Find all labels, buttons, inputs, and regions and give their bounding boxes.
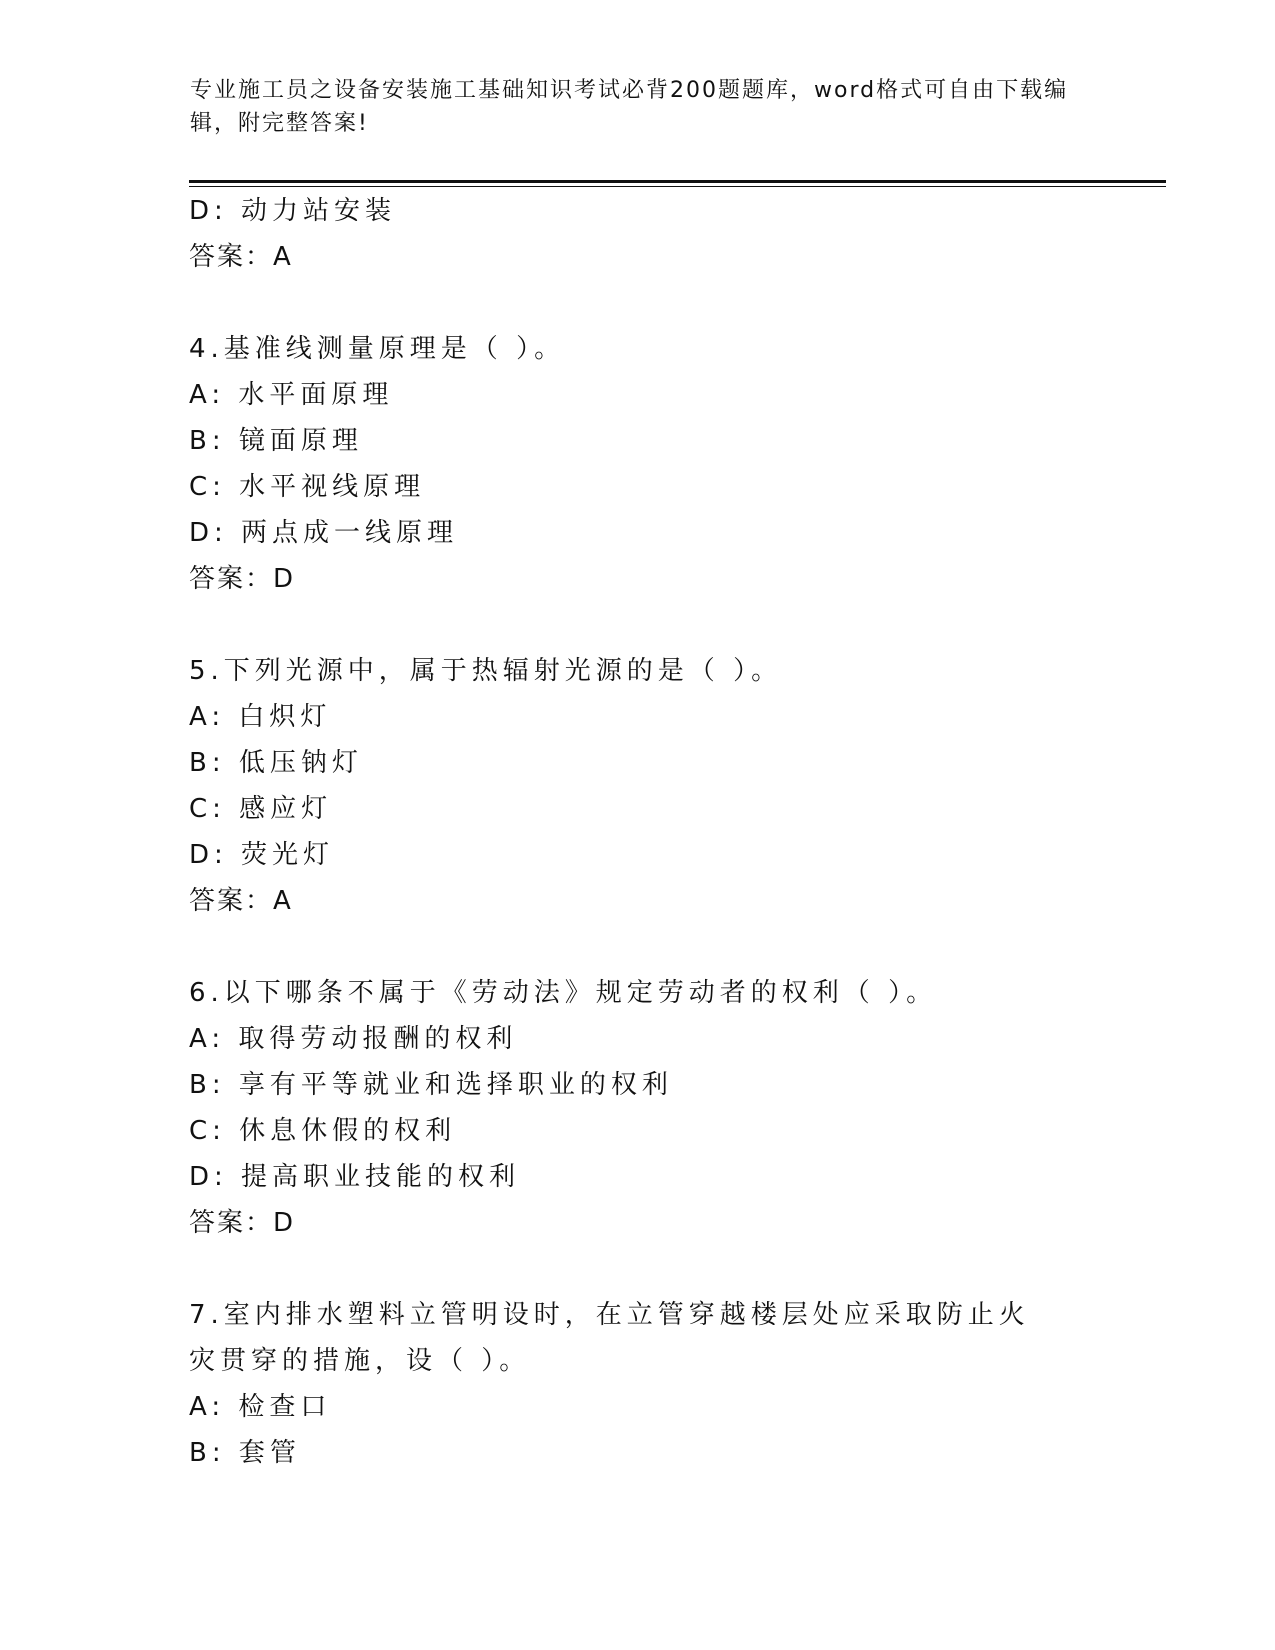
header-rule-thick <box>189 180 1166 183</box>
spacer <box>189 280 1089 326</box>
option-d: D: 两点成一线原理 <box>189 518 459 548</box>
option-d: D: 荧光灯 <box>189 840 335 870</box>
option-c: C: 休息休假的权利 <box>189 1116 457 1146</box>
question-block-5 <box>189 648 1089 924</box>
header-rule-thin <box>189 186 1166 187</box>
option-c: C: 感应灯 <box>189 794 333 824</box>
answer-line: 答案：D <box>189 1208 296 1238</box>
option-b: B: 镜面原理 <box>189 426 363 456</box>
spacer <box>189 1246 1089 1292</box>
question-stem: 4.基准线测量原理是（ ）。 <box>189 334 566 364</box>
question-content <box>189 188 1089 1476</box>
answer-line: 答案：D <box>189 564 296 594</box>
question-block-6 <box>189 970 1089 1246</box>
option-a: A: 取得劳动报酬的权利 <box>189 1024 518 1054</box>
page-header <box>190 74 1090 140</box>
option-d: D: 动力站安装 <box>189 196 397 226</box>
answer-line: 答案：A <box>189 242 293 272</box>
answer-line: 答案：A <box>189 886 293 916</box>
question-stem: 6.以下哪条不属于《劳动法》规定劳动者的权利（ ）。 <box>189 978 938 1008</box>
option-a: A: 水平面原理 <box>189 380 394 410</box>
option-c: C: 水平视线原理 <box>189 472 426 502</box>
spacer <box>189 924 1089 970</box>
question-block-7 <box>189 1292 1089 1476</box>
question-block-4 <box>189 326 1089 602</box>
option-d: D: 提高职业技能的权利 <box>189 1162 521 1192</box>
option-b: B: 套管 <box>189 1438 301 1468</box>
spacer <box>189 602 1089 648</box>
option-a: A: 检查口 <box>189 1392 332 1422</box>
header-title: 专业施工员之设备安装施工基础知识考试必背200题题库，word格式可自由下载编辑，附完整答案! <box>190 78 1069 136</box>
question-stem: 5.下列光源中，属于热辐射光源的是（ ）。 <box>189 656 783 686</box>
option-a: A: 白炽灯 <box>189 702 332 732</box>
option-b: B: 低压钠灯 <box>189 748 363 778</box>
option-b: B: 享有平等就业和选择职业的权利 <box>189 1070 673 1100</box>
question-stem: 7.室内排水塑料立管明设时，在立管穿越楼层处应采取防止火灾贯穿的措施，设（ ）。 <box>189 1300 1030 1376</box>
